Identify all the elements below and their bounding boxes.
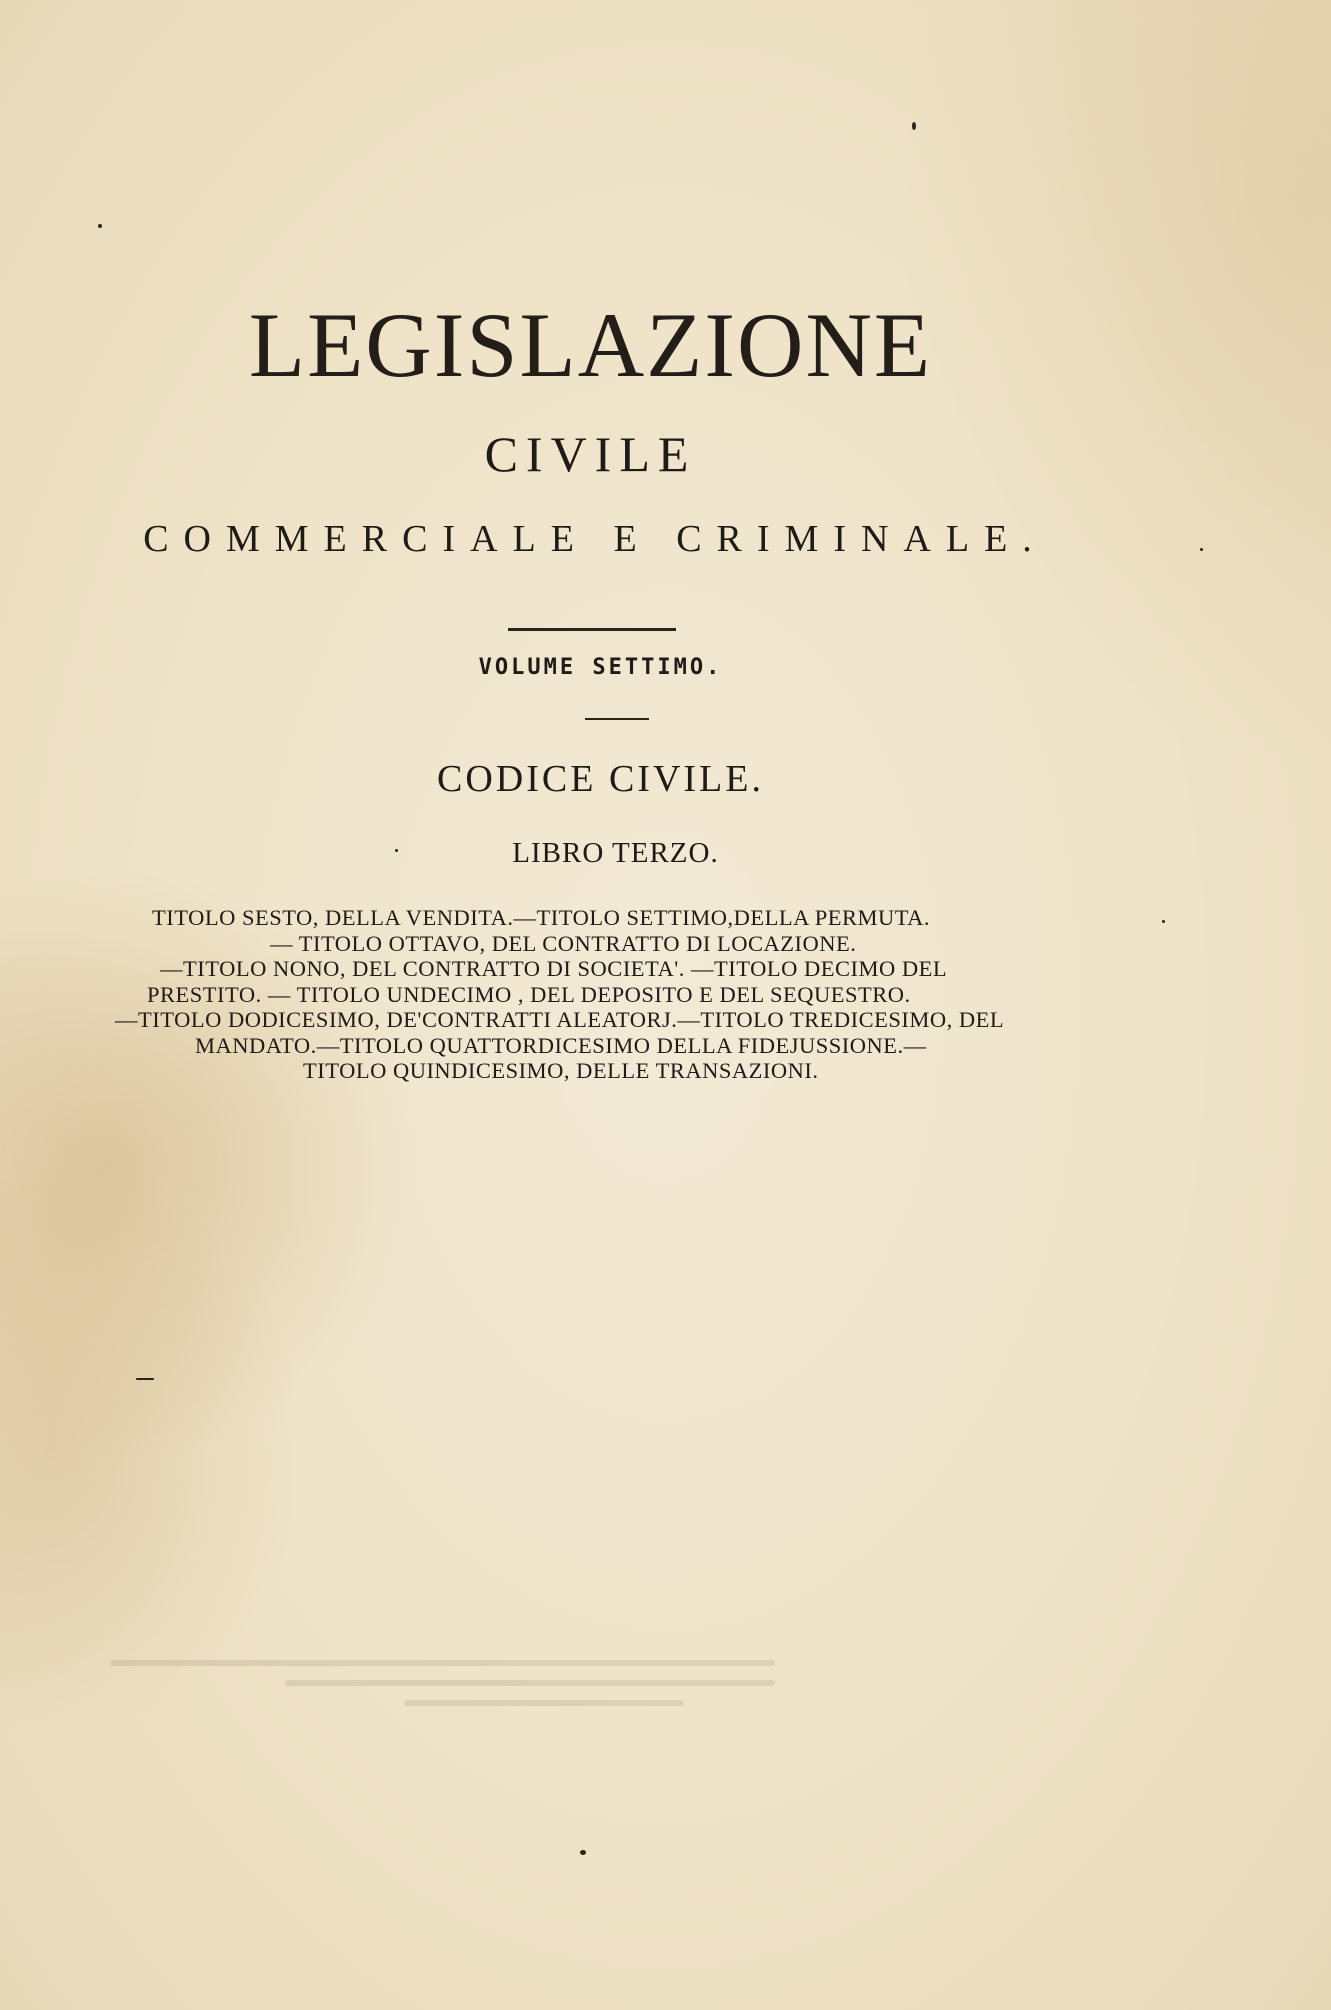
contents-line: — TITOLO OTTAVO, DEL CONTRATTO DI LOCAZIONE.: [270, 930, 857, 956]
page-subtitle: CIVILE: [484, 426, 697, 482]
ink-speck: [395, 849, 398, 852]
volume-label: VOLUME SETTIMO.: [478, 655, 723, 680]
contents-line: TITOLO SESTO, DELLA VENDITA.—TITOLO SETTIMO,DELLA PERMUTA.: [152, 905, 931, 930]
book-heading: LIBRO TERZO.: [512, 837, 719, 869]
page-subtitle-2: COMMERCIALE E CRIMINALE.: [143, 518, 1047, 560]
contents-line: TITOLO QUINDICESIMO, DELLE TRANSAZIONI.: [303, 1058, 819, 1083]
ink-speck: [580, 1850, 586, 1855]
ink-speck: [1200, 548, 1203, 551]
bleed-through-text: [110, 1660, 810, 1740]
ink-speck: [912, 122, 916, 130]
ink-speck: [136, 1378, 154, 1380]
divider-rule-short: [585, 718, 649, 720]
contents-line: PRESTITO. — TITOLO UNDECIMO , DEL DEPOSITO E DEL SEQUESTRO.: [147, 981, 911, 1007]
page-title: LEGISLAZIONE: [248, 294, 933, 396]
contents-list: [115, 905, 1125, 1084]
contents-line: MANDATO.—TITOLO QUATTORDICESIMO DELLA FIDEJUSSIONE.—: [195, 1032, 927, 1058]
ink-speck: [98, 224, 102, 228]
contents-line: —TITOLO DODICESIMO, DE'CONTRATTI ALEATORJ.—TITOLO TREDICESIMO, DEL: [115, 1007, 1005, 1032]
divider-rule: [508, 628, 676, 631]
ink-speck: [1162, 920, 1165, 923]
contents-line: —TITOLO NONO, DEL CONTRATTO DI SOCIETA'. —TITOLO DECIMO DEL: [160, 956, 948, 981]
code-heading: CODICE CIVILE.: [437, 758, 764, 800]
